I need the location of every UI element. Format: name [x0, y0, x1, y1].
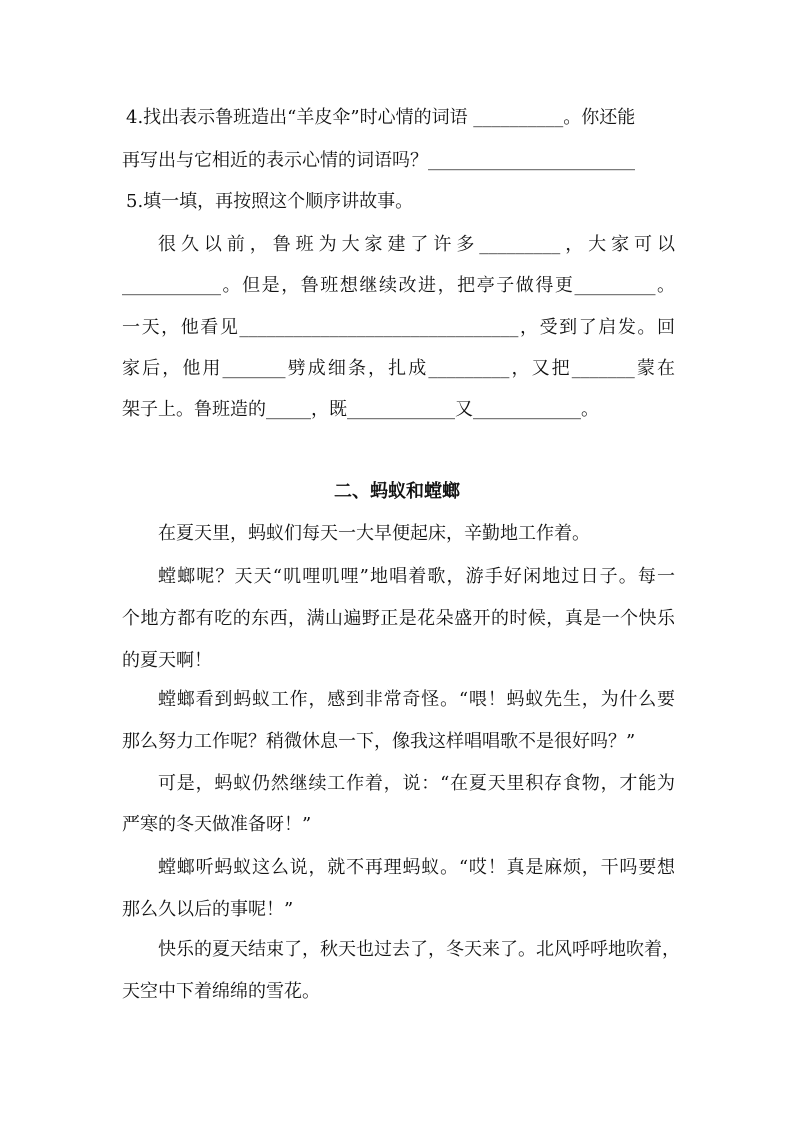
q5-line-2: ___________。但是，鲁班想继续改进，把亭子做得更_________。: [122, 275, 675, 296]
story-line-2: 螳螂呢？天天“叽哩叽哩”地唱着歌，游手好闲地过日子。每一: [158, 566, 675, 587]
q4-line-1: 4.找出表示鲁班造出“羊皮伞”时心情的词语 __________。你还能: [126, 107, 636, 128]
story-line-1: 在夏天里，蚂蚁们每天一大早便起床，辛勤地工作着。: [158, 523, 590, 544]
story-line-3: 个地方都有吃的东西，满山遍野正是花朵盛开的时候，真是一个快乐: [122, 608, 675, 629]
q4-line-2: 再写出与它相近的表示心情的词语吗？_______________________: [122, 150, 635, 171]
q5-line-1: 很久以前，鲁班为大家建了许多_________，大家可以: [158, 234, 675, 255]
q5-title: 5.填一填，再按照这个顺序讲故事。: [126, 191, 414, 212]
q5-line-3: 一天，他看见_______________________________，受到了启发。回: [122, 317, 675, 338]
story-line-6: 那么努力工作呢？稍微休息一下，像我这样唱唱歌不是很好吗？”: [122, 731, 636, 752]
q5-line-4: 家后，他用_______劈成细条，扎成_________，又把_______蒙在: [122, 358, 675, 379]
story-line-12: 天空中下着绵绵的雪花。: [122, 981, 320, 1002]
story-title: 二、蚂蚁和螳螂: [334, 481, 460, 502]
story-line-4: 的夏天啊！: [122, 650, 212, 671]
story-line-9: 螳螂听蚂蚁这么说，就不再理蚂蚁。“哎！真是麻烦，干吗要想: [158, 857, 675, 878]
story-line-8: 严寒的冬天做准备呀！”: [122, 814, 312, 835]
story-line-7: 可是，蚂蚁仍然继续工作着，说：“在夏天里积存食物，才能为: [158, 773, 675, 794]
story-line-10: 那么久以后的事呢！”: [122, 899, 294, 920]
q5-line-5: 架子上。鲁班造的_____，既____________又____________。: [122, 399, 599, 420]
story-line-11: 快乐的夏天结束了，秋天也过去了，冬天来了。北风呼呼地吹着，: [158, 939, 680, 960]
story-line-5: 螳螂看到蚂蚁工作，感到非常奇怪。“喂！蚂蚁先生，为什么要: [158, 689, 675, 710]
